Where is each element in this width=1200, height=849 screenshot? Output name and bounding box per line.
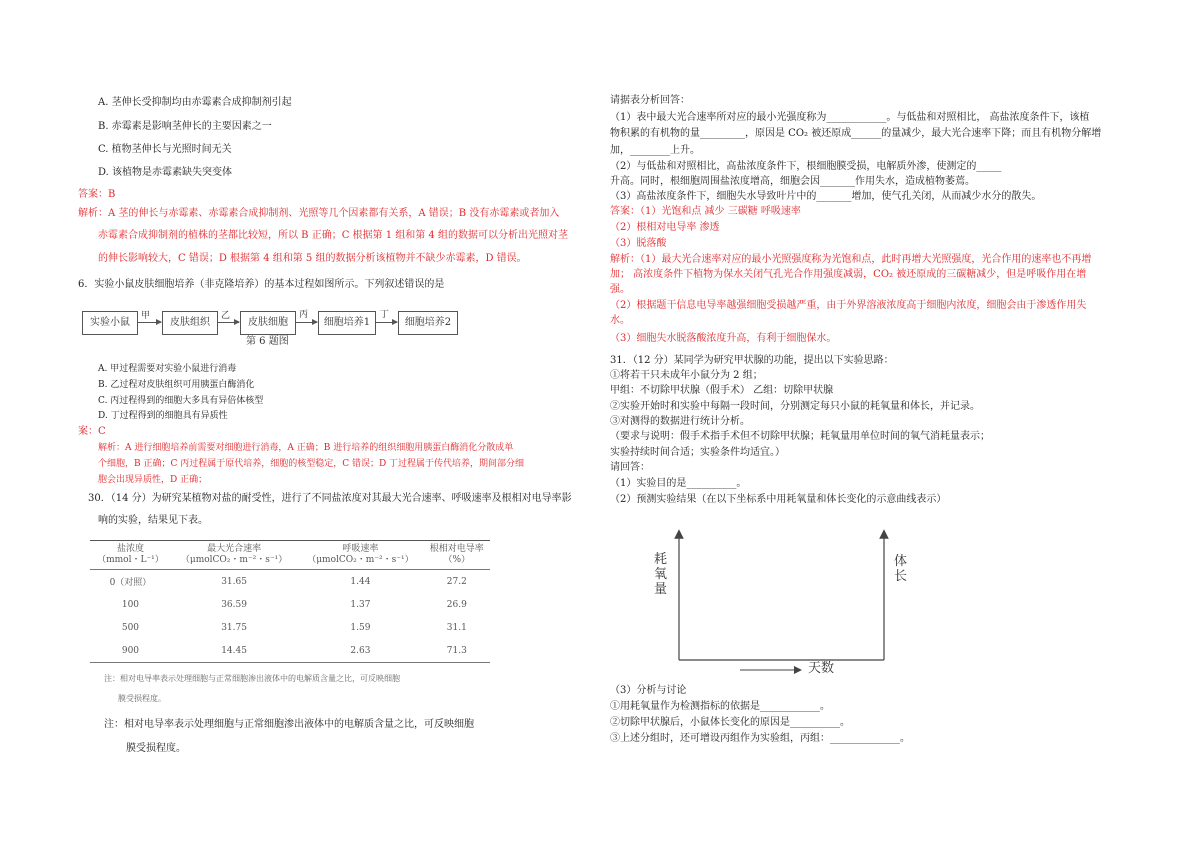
flow-caption: 第 6 题图: [246, 336, 289, 347]
q31-tail-line: ①用耗氧量作为检测指标的依据是____________。: [610, 701, 830, 712]
q5-option-b: B. 赤霉素是影响茎伸长的主要因素之一: [98, 121, 272, 132]
q5-analysis-line: 的伸长影响较大，C 错误；D 根据第 4 组和第 5 组的数据分析该植物并不缺少赤霉素，D 错误。: [98, 253, 527, 264]
flow-arrow: [375, 322, 397, 323]
q30-q1-line: 物积累的有机物的量_________，原因是 CO₂ 被还原成______的量减少，最大光合速率下降；而且有机物分解增: [610, 128, 1102, 139]
flow-box: 皮肤细胞: [240, 311, 296, 335]
q30-intro: 请据表分析回答：: [610, 95, 690, 106]
flow-arrow-label: 乙: [221, 311, 231, 321]
q31-line: 请回答：: [610, 462, 650, 473]
flow-arrow-label: 甲: [141, 311, 151, 321]
q31-line: （1）实验目的是__________。: [610, 478, 747, 489]
q6-option-b: B. 乙过程对皮肤组织可用胰蛋白酶消化: [98, 380, 255, 390]
y-left-label: 耗氧量: [654, 552, 668, 597]
answer-graph: [650, 520, 950, 680]
flow-box: 皮肤组织: [162, 311, 218, 335]
q31-stem: 31．（12 分）某同学为研究甲状腺的功能，提出以下实验思路：: [610, 355, 894, 366]
q30-answer-line: （3）脱落酸: [610, 238, 667, 249]
q31-tail-line: ②切除甲状腺后，小鼠体长变化的原因是__________。: [610, 717, 850, 728]
note-line: 膜受损程度。: [126, 743, 186, 754]
q30-q2-line: 升高。同时，根细胞周围盐浓度增高，细胞会因_______作用失水，造成植物萎蔫。: [610, 176, 975, 187]
q30-q2-line: （2）与低盐和对照相比，高盐浓度条件下，根细胞膜受损，电解质外渗，使测定的_____: [610, 161, 1002, 172]
q30-stem-line: 响的实验，结果见下表。: [98, 515, 208, 526]
q30-q1-line: 加，________上升。: [610, 145, 700, 156]
q30-analysis-line: （2）根据题干信息电导率越强细胞受损越严重，由于外界溶液浓度高于细胞内浓度，细胞会由于渗透作用失: [610, 300, 1087, 311]
table-row: 900 14.45 2.63 71.3: [90, 639, 490, 663]
table-row: 0（对照） 31.65 1.44 27.2: [109, 576, 467, 588]
q30-analysis-line: 水。: [610, 315, 630, 326]
table-note: 注：相对电导率表示处理细胞与正常细胞渗出液体中的电解质含量之比，可反映细胞 膜受损程度。: [104, 674, 400, 703]
q6-answer: 案：C: [78, 426, 106, 437]
q31-line: 甲组：不切除甲状腺（假手术） 乙组：切除甲状腺: [610, 385, 834, 396]
x-axis-label: 天数: [808, 661, 835, 676]
table-header: 根相对电导率 （%）: [424, 541, 490, 570]
q6-stem: 6．实验小鼠皮肤细胞培养（非克隆培养）的基本过程如图所示。下列叙述错误的是: [78, 279, 445, 290]
q30-analysis-line: （3）细胞失水脱落酸浓度升高，有利于细胞保水。: [610, 333, 837, 344]
q31-line: ②实验开始时和实验中每隔一段时间，分别测定每只小鼠的耗氧量和体长，并记录。: [610, 401, 980, 412]
y-right-label: 体长: [894, 554, 908, 584]
q6-analysis-line: 胞会出现异质性，D 正确；: [98, 475, 208, 485]
q31-tail-line: ③上述分组时，还可增设丙组作为实验组，丙组：______________。: [610, 733, 910, 744]
q6-option-c: C. 丙过程得到的细胞大多具有异倍体核型: [98, 396, 264, 406]
q6-option-a: A. 甲过程需要对实验小鼠进行消毒: [98, 364, 237, 374]
q30-answer-line: 答案：（1）光饱和点 减少 三碳糖 呼吸速率: [610, 206, 801, 217]
q30-analysis-line: 加； 高浓度条件下植物为保水关闭气孔光合作用强度减弱，CO₂ 被还原成的三碳糖减少，但是呼吸作用在增: [610, 269, 1087, 280]
q5-option-c: C. 植物茎伸长与光照时间无关: [98, 144, 232, 155]
q5-analysis-line: 赤霉素合成抑制剂的植株的茎都比较短，所以 B 正确；C 根据第 1 组和第 4 组的数据可以分析出光照对茎: [98, 230, 568, 241]
table-row: 100 36.59 1.37 26.9: [121, 599, 467, 610]
salt-data-table: [90, 540, 490, 709]
q5-analysis-line: 解析：A 茎的伸长与赤霉素、赤霉素合成抑制剂、光照等几个因素都有关系，A 错误；B 没有赤霉素或者加入: [78, 208, 560, 219]
table-header: 盐浓度 （mmol・L⁻¹）: [90, 541, 171, 570]
q6-option-d: D. 丁过程得到的细胞具有异质性: [98, 411, 228, 421]
flow-arrow: [295, 322, 317, 323]
q30-answer-line: （2）根相对电导率 渗透: [610, 222, 720, 233]
q30-analysis-line: 解析：（1）最大光合速率对应的最小光照强度称为光饱和点，此时再增大光照强度，光合作用的速率也不再增: [610, 254, 1092, 265]
flow-box: 细胞培养2: [398, 311, 458, 335]
flow-arrow: [137, 322, 161, 323]
note-line: 注：相对电导率表示处理细胞与正常细胞渗出液体中的电解质含量之比，可反映细胞: [104, 719, 474, 730]
q31-tail-line: （3）分析与讨论: [610, 685, 687, 696]
flow-box: 实验小鼠: [82, 311, 138, 335]
flow-arrow-label: 丁: [380, 310, 390, 320]
table-row: 500 31.75 1.59 31.1: [121, 622, 467, 633]
flow-box: 细胞培养1: [318, 311, 376, 335]
flow-arrow: [217, 322, 239, 323]
q6-analysis-line: 解析：A 进行细胞培养前需要对细胞进行消毒，A 正确；B 进行培养的组织细胞用胰蛋白酶消化分散成单: [98, 443, 514, 453]
q5-answer: 答案：B: [78, 189, 116, 200]
q30-analysis-line: 强。: [610, 284, 630, 295]
q31-line: 实验持续时间合适；实验条件均适宜。）: [610, 447, 785, 458]
q30-q3-line: （3）高盐浓度条件下，细胞失水导致叶片中的_______增加，使气孔关闭，从而减少水分的散失。: [610, 191, 1042, 202]
flow-arrow-label: 丙: [299, 310, 309, 320]
q31-line: ③对测得的数据进行统计分析。: [610, 416, 750, 427]
q31-line: （要求与说明：假手术指手术但不切除甲状腺；耗氧量用单位时间的氧气消耗量表示；: [610, 431, 990, 442]
q5-option-d: D. 该植物是赤霉素缺失突变体: [98, 167, 233, 178]
graph-axes: [650, 520, 950, 680]
table-header: 呼吸速率 （μmolCO₂・m⁻²・s⁻¹）: [297, 541, 423, 570]
table-header: 最大光合速率 （μmolCO₂・m⁻²・s⁻¹）: [171, 541, 297, 570]
q31-line: ①将若干只未成年小鼠分为 2 组；: [610, 370, 763, 381]
q5-option-a: A. 茎伸长受抑制均由赤霉素合成抑制剂引起: [98, 97, 292, 108]
q30-q1-line: （1）表中最大光合速率所对应的最小光强度称为____________。与低盐和对照相比， 高盐浓度条件下，该植: [610, 112, 1090, 123]
q6-analysis-line: 个细胞，B 正确；C 丙过程属于原代培养，细胞的核型稳定，C 错误；D 丁过程属于传代培养，期间部分细: [98, 459, 525, 469]
q31-line: （2）预测实验结果（在以下坐标系中用耗氧量和体长变化的示意曲线表示）: [610, 494, 947, 505]
q30-stem-line: 30．（14 分）为研究某植物对盐的耐受性，进行了不同盐浓度对其最大光合速率、呼吸速率及根相对电导率影: [88, 493, 572, 504]
